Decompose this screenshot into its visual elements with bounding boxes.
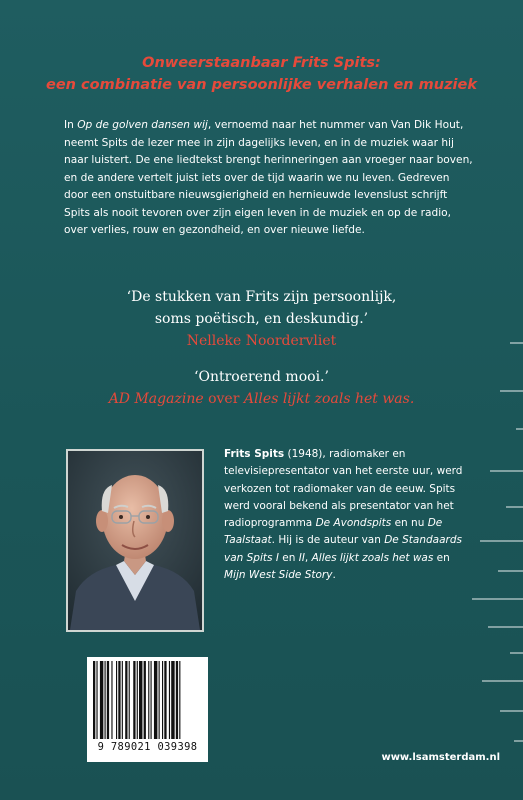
bio-book-3: Alles lijkt zoals het was — [311, 551, 434, 564]
barcode-bar — [148, 661, 149, 739]
barcode-bar — [179, 661, 180, 739]
quote-2-text — [20, 366, 503, 388]
publisher-website[interactable]: www.lsamsterdam.nl — [381, 752, 500, 763]
quote-2 — [20, 366, 503, 410]
barcode-bar — [171, 661, 174, 739]
quote-1-text — [20, 286, 503, 330]
barcode-bar — [159, 661, 160, 739]
quote-2-book: Alles lijkt zoals het was. — [243, 391, 415, 407]
bio-show-2: De Taalstaat — [224, 517, 443, 547]
barcode-bar — [122, 661, 123, 739]
barcode-bar — [176, 661, 178, 739]
bio-text-6: en — [433, 551, 450, 564]
barcode-bar — [105, 661, 106, 739]
barcode-bar — [151, 661, 152, 739]
tagline-line-2: een combinatie van persoonlijke verhalen en muziek — [46, 77, 477, 93]
barcode-bar — [144, 661, 146, 739]
quote-2-source — [20, 388, 503, 410]
quote-2-publication: AD Magazine — [108, 391, 204, 407]
blurb-book-title: Op de golven dansen wij — [77, 119, 208, 131]
barcode-bar — [139, 661, 142, 739]
blurb-body: , vernoemd naar het nummer van Van Dik Hout, neemt Spits de lezer mee in zijn dagelijks leven, en in de muziek waar hij naar luistert. De ene liedtekst brengt herinneringen aan vroeger naar boven, en de andere vertelt juist iets over de tijd waarin we nu leven. Gedreven door een onstuitbare nieuwsgierigheid en hernieuwde levenslust schrijft Spits als nooit tevoren over zijn eigen leven in de muziek en op de radio, over verlies, rouw en gezondheid, en over nieuwe liefde. — [64, 119, 473, 236]
quote-1-line-2: soms poëtisch, en deskundig.’ — [154, 311, 369, 327]
barcode-bar — [116, 661, 117, 739]
barcode-bar — [111, 661, 112, 739]
barcode-bar — [129, 661, 130, 739]
barcode-bar — [96, 661, 97, 739]
barcode-bar — [107, 661, 109, 739]
blurb — [64, 117, 474, 240]
barcode-bar — [93, 661, 95, 739]
barcode — [87, 657, 208, 762]
bio-text-5: , — [304, 551, 312, 564]
barcode-bar — [162, 661, 163, 739]
bio-show-1: De Avondspits — [315, 517, 392, 530]
barcode-bars — [87, 657, 208, 741]
bio-book-1: De Standaards van Spits I — [224, 534, 462, 564]
barcode-bar — [125, 661, 127, 739]
bio-text-4: en — [278, 551, 299, 564]
barcode-bar — [137, 661, 138, 739]
quote-1-line-1: ‘De stukken van Frits zijn persoonlijk, — [126, 289, 397, 305]
author-photo — [66, 449, 204, 632]
bio-text-7: . — [332, 569, 336, 582]
tagline — [10, 52, 513, 96]
bio-text-1: (1948), radiomaker en televisiepresentator van het eerste uur, werd verkozen tot radiomaker van de eeuw. Spits werd vooral bekend als presentator van het radioprogramma — [224, 448, 463, 530]
isbn-number: 9 789021 039398 — [97, 741, 198, 753]
quote-2-line-1: ‘Ontroerend mooi.’ — [194, 369, 329, 385]
barcode-bar — [133, 661, 135, 739]
bio-text-2: en nu — [391, 517, 428, 530]
author-bio — [224, 446, 474, 584]
barcode-bar — [118, 661, 120, 739]
barcode-bar — [164, 661, 166, 739]
author-portrait-illustration — [68, 451, 202, 630]
tagline-line-1: Onweerstaanbaar Frits Spits: — [142, 55, 381, 71]
bio-text-3: . Hij is de auteur van — [271, 534, 385, 547]
quote-1-source: Nelleke Noordervliet — [186, 333, 337, 349]
bio-book-2: II — [298, 551, 305, 564]
blurb-intro: In — [64, 119, 78, 131]
barcode-bar — [100, 661, 103, 739]
quote-1 — [20, 286, 503, 352]
bio-book-4: Mijn West Side Story — [224, 569, 333, 582]
bio-author-name: Frits Spits — [224, 448, 285, 460]
barcode-bar — [169, 661, 170, 739]
barcode-bar — [154, 661, 157, 739]
quote-2-connector: over — [203, 391, 244, 407]
